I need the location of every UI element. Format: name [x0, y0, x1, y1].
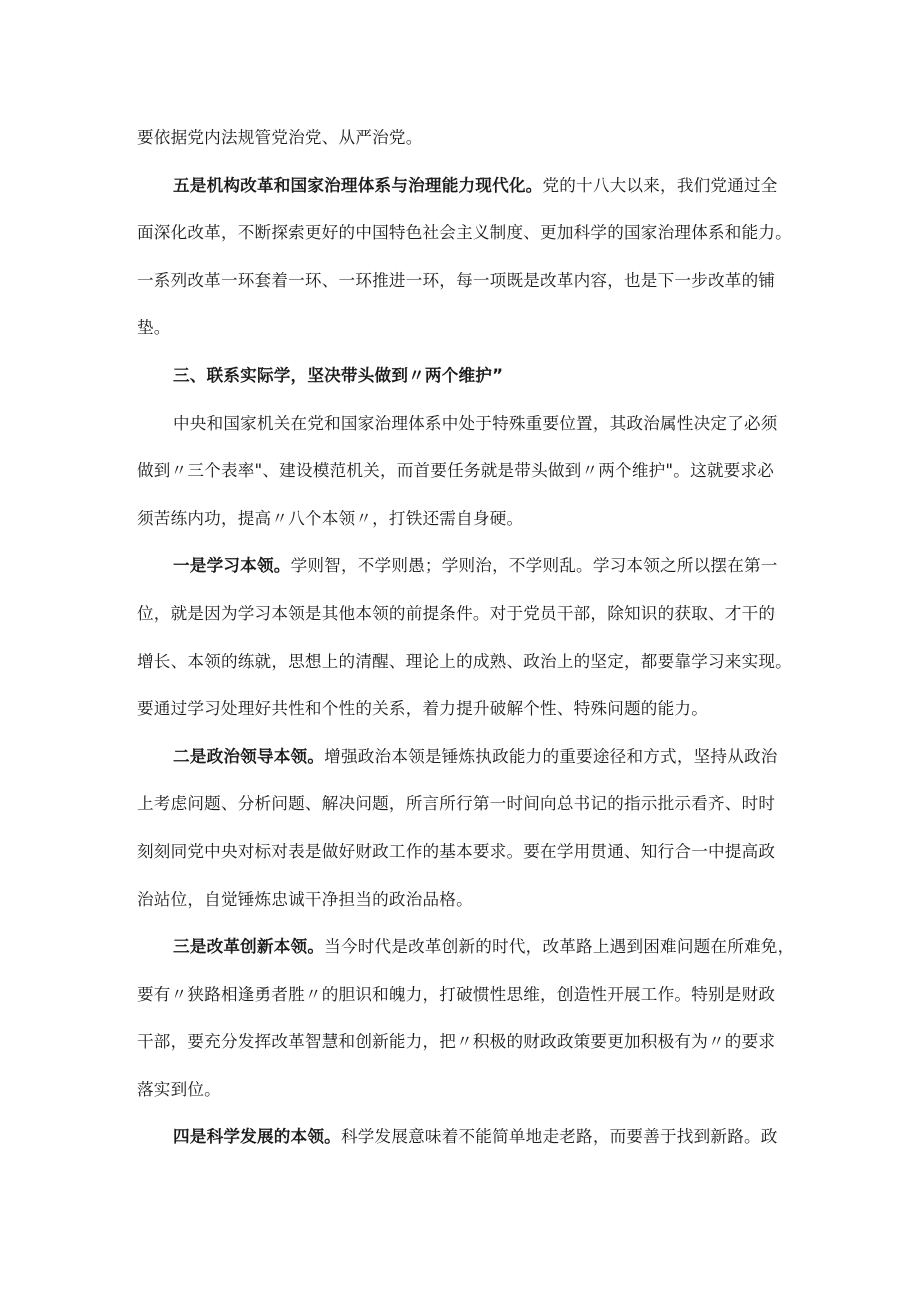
body-text: 垫。: [137, 318, 171, 338]
text-line: [137, 685, 787, 733]
body-text: 要通过学习处理好共性和个性的关系，着力提升破解个性、特殊问题的能力。: [137, 699, 708, 719]
text-line: [137, 304, 787, 352]
text-line: [137, 590, 787, 638]
text-line: [137, 1018, 787, 1066]
bold-lead-text: 二是政治领导本领。: [173, 746, 325, 766]
body-text: 须苦练内功，提高〃八个本领〃，打铁还需自身硬。: [137, 508, 524, 528]
text-line: [137, 1066, 787, 1114]
text-line: [137, 876, 787, 924]
body-text: 当今时代是改革创新的时代，改革路上遇到困难问题在所难免，: [324, 937, 795, 957]
document-page: [137, 114, 795, 1161]
body-text: 位，就是因为学习本领是其他本领的前提条件。对于党员干部，除知识的获取、才干的: [137, 603, 776, 623]
text-line: [137, 542, 787, 590]
bold-lead-text: 三是改革创新本领。: [173, 937, 325, 957]
body-text: 要有〃狭路相逢勇者胜〃的胆识和魄力，打破惯性思维，创造性开展工作。特别是财政: [137, 984, 776, 1004]
bold-lead-text: 一是学习本领。: [173, 556, 291, 576]
bold-lead-text: 三、联系实际学，坚决带头做到〃两个维护”: [173, 365, 504, 385]
body-text: 治站位，自觉锤炼忠诚干净担当的政治品格。: [137, 889, 473, 909]
text-line: [137, 923, 795, 971]
text-line: [137, 352, 787, 400]
body-text: 干部，要充分发挥改革智慧和创新能力，把〃积极的财政政策要更加积极有为〃的要求: [137, 1032, 776, 1052]
body-text: 党的十八大以来，我们党通过全: [542, 175, 778, 195]
body-text: 上考虑问题、分析问题、解决问题，所言所行第一时间向总书记的指示批示看齐、时时: [137, 794, 776, 814]
text-line: [137, 162, 787, 210]
text-line: [137, 638, 792, 686]
text-line: [137, 495, 787, 543]
bold-lead-text: 四是科学发展的本领。: [173, 1127, 341, 1147]
body-text: 学则智，不学则愚；学则治，不学则乱。学习本领之所以摆在第一: [290, 556, 778, 576]
bold-lead-text: 五是机构改革和国家治理体系与治理能力现代化。: [173, 175, 543, 195]
body-text: 做到〃三个表率"、建设模范机关，而首要任务就是带头做到〃两个维护"。这就要求必: [137, 461, 775, 481]
text-line: [137, 114, 787, 162]
body-text: 增长、本领的练就，思想上的清醒、理论上的成熟、政治上的坚定，都要靠学习来实现。: [137, 651, 792, 671]
text-line: [137, 257, 787, 305]
text-line: [137, 447, 787, 495]
body-text: 增强政治本领是锤炼执政能力的重要途径和方式，坚持从政治: [324, 746, 778, 766]
body-text: 一系列改革一环套着一环、一环推进一环，每一项既是改革内容，也是下一步改革的铺: [137, 270, 776, 290]
body-text: 要依据党内法规管党治党、从严治党。: [137, 128, 423, 147]
text-line: [137, 780, 787, 828]
body-text: 科学发展意味着不能简单地走老路，而要善于找到新路。政: [340, 1127, 778, 1147]
text-line: [137, 1113, 787, 1161]
text-line: [137, 733, 787, 781]
body-text: 中央和国家机关在党和国家治理体系中处于特殊重要位置，其政治属性决定了必须: [173, 413, 778, 433]
text-line: [137, 971, 787, 1019]
body-text: 面深化改革，不断探索更好的中国特色社会主义制度、更加科学的国家治理体系和能力。: [137, 223, 792, 243]
text-line: [137, 209, 792, 257]
body-text: 刻刻同党中央对标对表是做好财政工作的基本要求。要在学用贯通、知行合一中提高政: [137, 841, 776, 861]
text-line: [137, 400, 787, 448]
body-text: 落实到位。: [137, 1079, 221, 1099]
text-line: [137, 828, 787, 876]
